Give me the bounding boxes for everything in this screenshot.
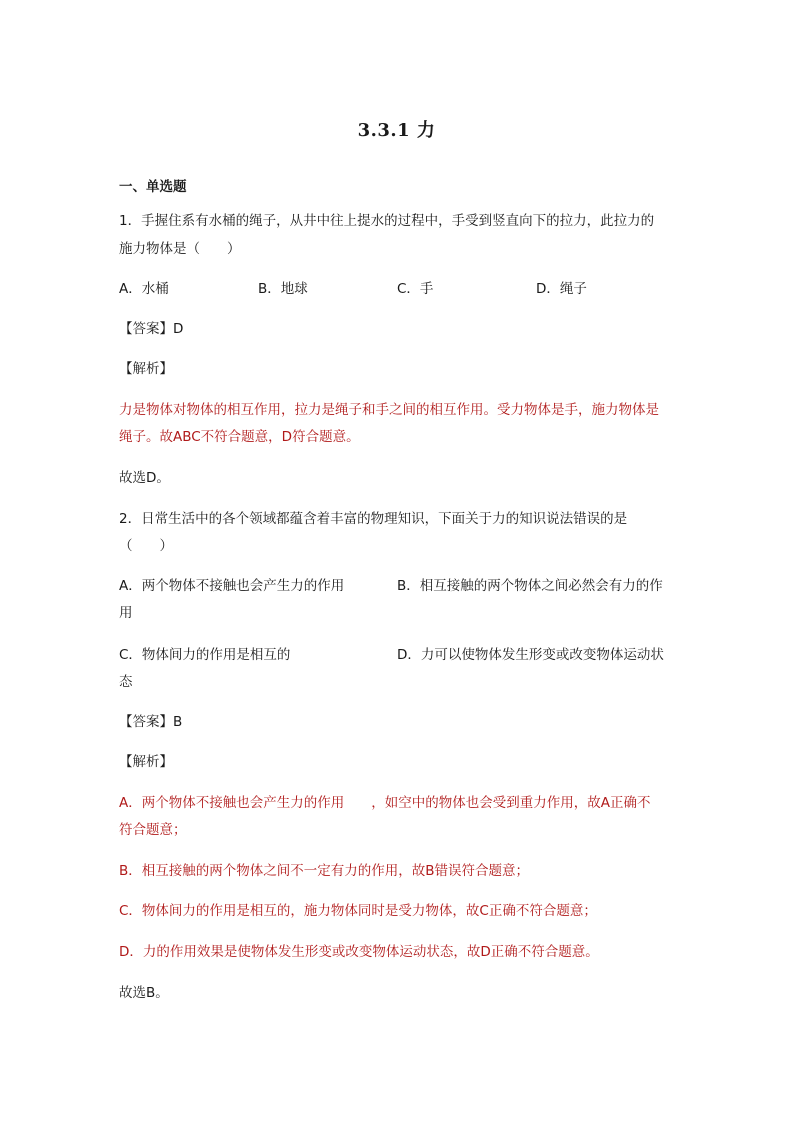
q2-stem-line2: （ ） [119, 538, 173, 554]
q2-option-b-line1: B．相互接触的两个物体之间必然会有力的作 [397, 578, 663, 594]
q2-analysis-b: B．相互接触的两个物体之间不一定有力的作用，故B错误符合题意； [119, 863, 530, 879]
q2-option-d-line2: 态 [119, 674, 133, 690]
q2-option-a: A．两个物体不接触也会产生力的作用 [119, 578, 345, 594]
section-heading: 一、单选题 [119, 179, 187, 195]
q2-stem-line1: 2．日常生活中的各个领域都蕴含着丰富的物理知识，下面关于力的知识说法错误的是 [119, 511, 628, 527]
q1-option-a: A．水桶 [119, 281, 169, 297]
q2-analysis-a-line1: A．两个物体不接触也会产生力的作用 ，如空中的物体也会受到重力作用，故A正确不 [119, 795, 651, 811]
q2-option-c: C．物体间力的作用是相互的 [119, 647, 291, 663]
q1-answer: 【答案】D [119, 321, 184, 337]
q1-option-d: D．绳子 [536, 281, 587, 297]
q2-option-d-line1: D．力可以使物体发生形变或改变物体运动状 [397, 647, 664, 663]
q2-answer: 【答案】B [119, 714, 183, 730]
q1-analysis-label: 【解析】 [119, 361, 173, 377]
q1-analysis-line1: 力是物体对物体的相互作用，拉力是绳子和手之间的相互作用。受力物体是手，施力物体是 [119, 402, 659, 418]
q1-analysis-line2: 绳子。故ABC不符合题意，D符合题意。 [119, 429, 360, 445]
q2-analysis-d: D．力的作用效果是使物体发生形变或改变物体运动状态，故D正确不符合题意。 [119, 944, 599, 960]
page-title: 3.3.1 力 [357, 120, 436, 141]
q1-stem-line2: 施力物体是（ ） [119, 241, 241, 257]
q1-option-c: C．手 [397, 281, 434, 297]
q2-analysis-c: C．物体间力的作用是相互的，施力物体同时是受力物体，故C正确不符合题意； [119, 903, 597, 919]
q1-stem-line1: 1．手握住系有水桶的绳子，从井中往上提水的过程中，手受到竖直向下的拉力，此拉力的 [119, 213, 655, 229]
q2-analysis-a-line2: 符合题意； [119, 822, 187, 838]
q2-conclusion: 故选B。 [119, 985, 169, 1001]
q1-option-b: B．地球 [258, 281, 308, 297]
q1-conclusion: 故选D。 [119, 470, 170, 486]
q2-option-b-line2: 用 [119, 605, 133, 621]
q2-analysis-label: 【解析】 [119, 754, 173, 770]
